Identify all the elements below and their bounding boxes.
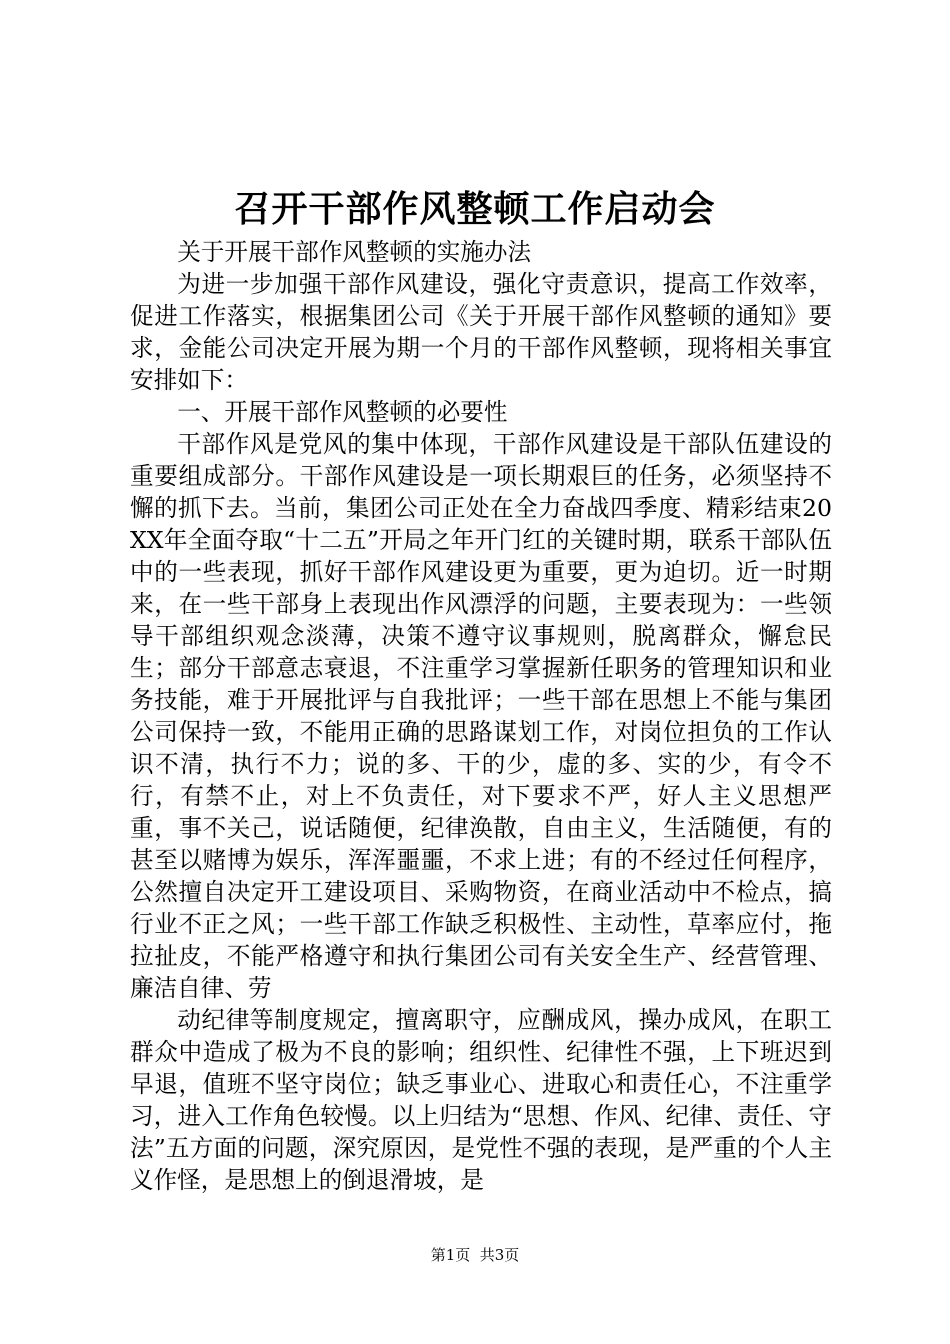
body-paragraph: 动纪律等制度规定，擅离职守，应酬成风，操办成风，在职工群众中造成了极为不良的影响；组织性、纪律性不强，上下班迟到早退，值班不坚守岗位；缺乏事业心、进取心和责任心，不注重学习，进入工作角色较慢。以上归结为“思想、作风、纪律、责任、守法”五方面的问题，深究原因，是党性不强的表现，是严重的个人主义作怪，是思想上的倒退滑坡，是: [130, 1006, 832, 1194]
body-paragraph: 干部作风是党风的集中体现，干部作风建设是干部队伍建设的重要组成部分。干部作风建设是一项长期艰巨的任务，必须坚持不懈的抓下去。当前，集团公司正处在全力奋战四季度、精彩结束20XX年全面夺取“十二五”开局之年开门红的关键时期，联系干部队伍中的一些表现，抓好干部作风建设更为重要，更为迫切。近一时期来，在一些干部身上表现出作风漂浮的问题，主要表现为：一些领导干部组织观念淡薄，决策不遵守议事规则，脱离群众，懈怠民生；部分干部意志衰退，不注重学习掌握新任职务的管理知识和业务技能，难于开展批评与自我批评；一些干部在思想上不能与集团公司保持一致，不能用正确的思路谋划工作，对岗位担负的工作认识不清，执行不力；说的多、干的少，虚的多、实的少，有令不行，有禁不止，对上不负责任，对下要求不严，好人主义思想严重，事不关己，说话随便，纪律涣散，自由主义，生活随便，有的甚至以赌博为娱乐，浑浑噩噩，不求上进；有的不经过任何程序，公然擅自决定开工建设项目、采购物资，在商业活动中不检点，搞行业不正之风；一些干部工作缺乏积极性、主动性，草率应付，拖拉扯皮，不能严格遵守和执行集团公司有关安全生产、经营管理、廉洁自律、劳: [130, 430, 832, 1002]
intro-paragraph: 为进一步加强干部作风建设，强化守责意识，提高工作效率，促进工作落实，根据集团公司《关于开展干部作风整顿的通知》要求，金能公司决定开展为期一个月的干部作风整顿，现将相关事宜安排如下：: [130, 270, 832, 394]
subtitle-paragraph: 关于开展干部作风整顿的实施办法: [177, 238, 532, 266]
document-title: 召开干部作风整顿工作启动会: [234, 188, 716, 230]
page-footer: [0, 1245, 950, 1265]
page-number-label: 第1页 共3页: [430, 1246, 520, 1264]
document-body: [130, 236, 832, 1196]
section-heading: 一、开展干部作风整顿的必要性: [177, 398, 508, 426]
